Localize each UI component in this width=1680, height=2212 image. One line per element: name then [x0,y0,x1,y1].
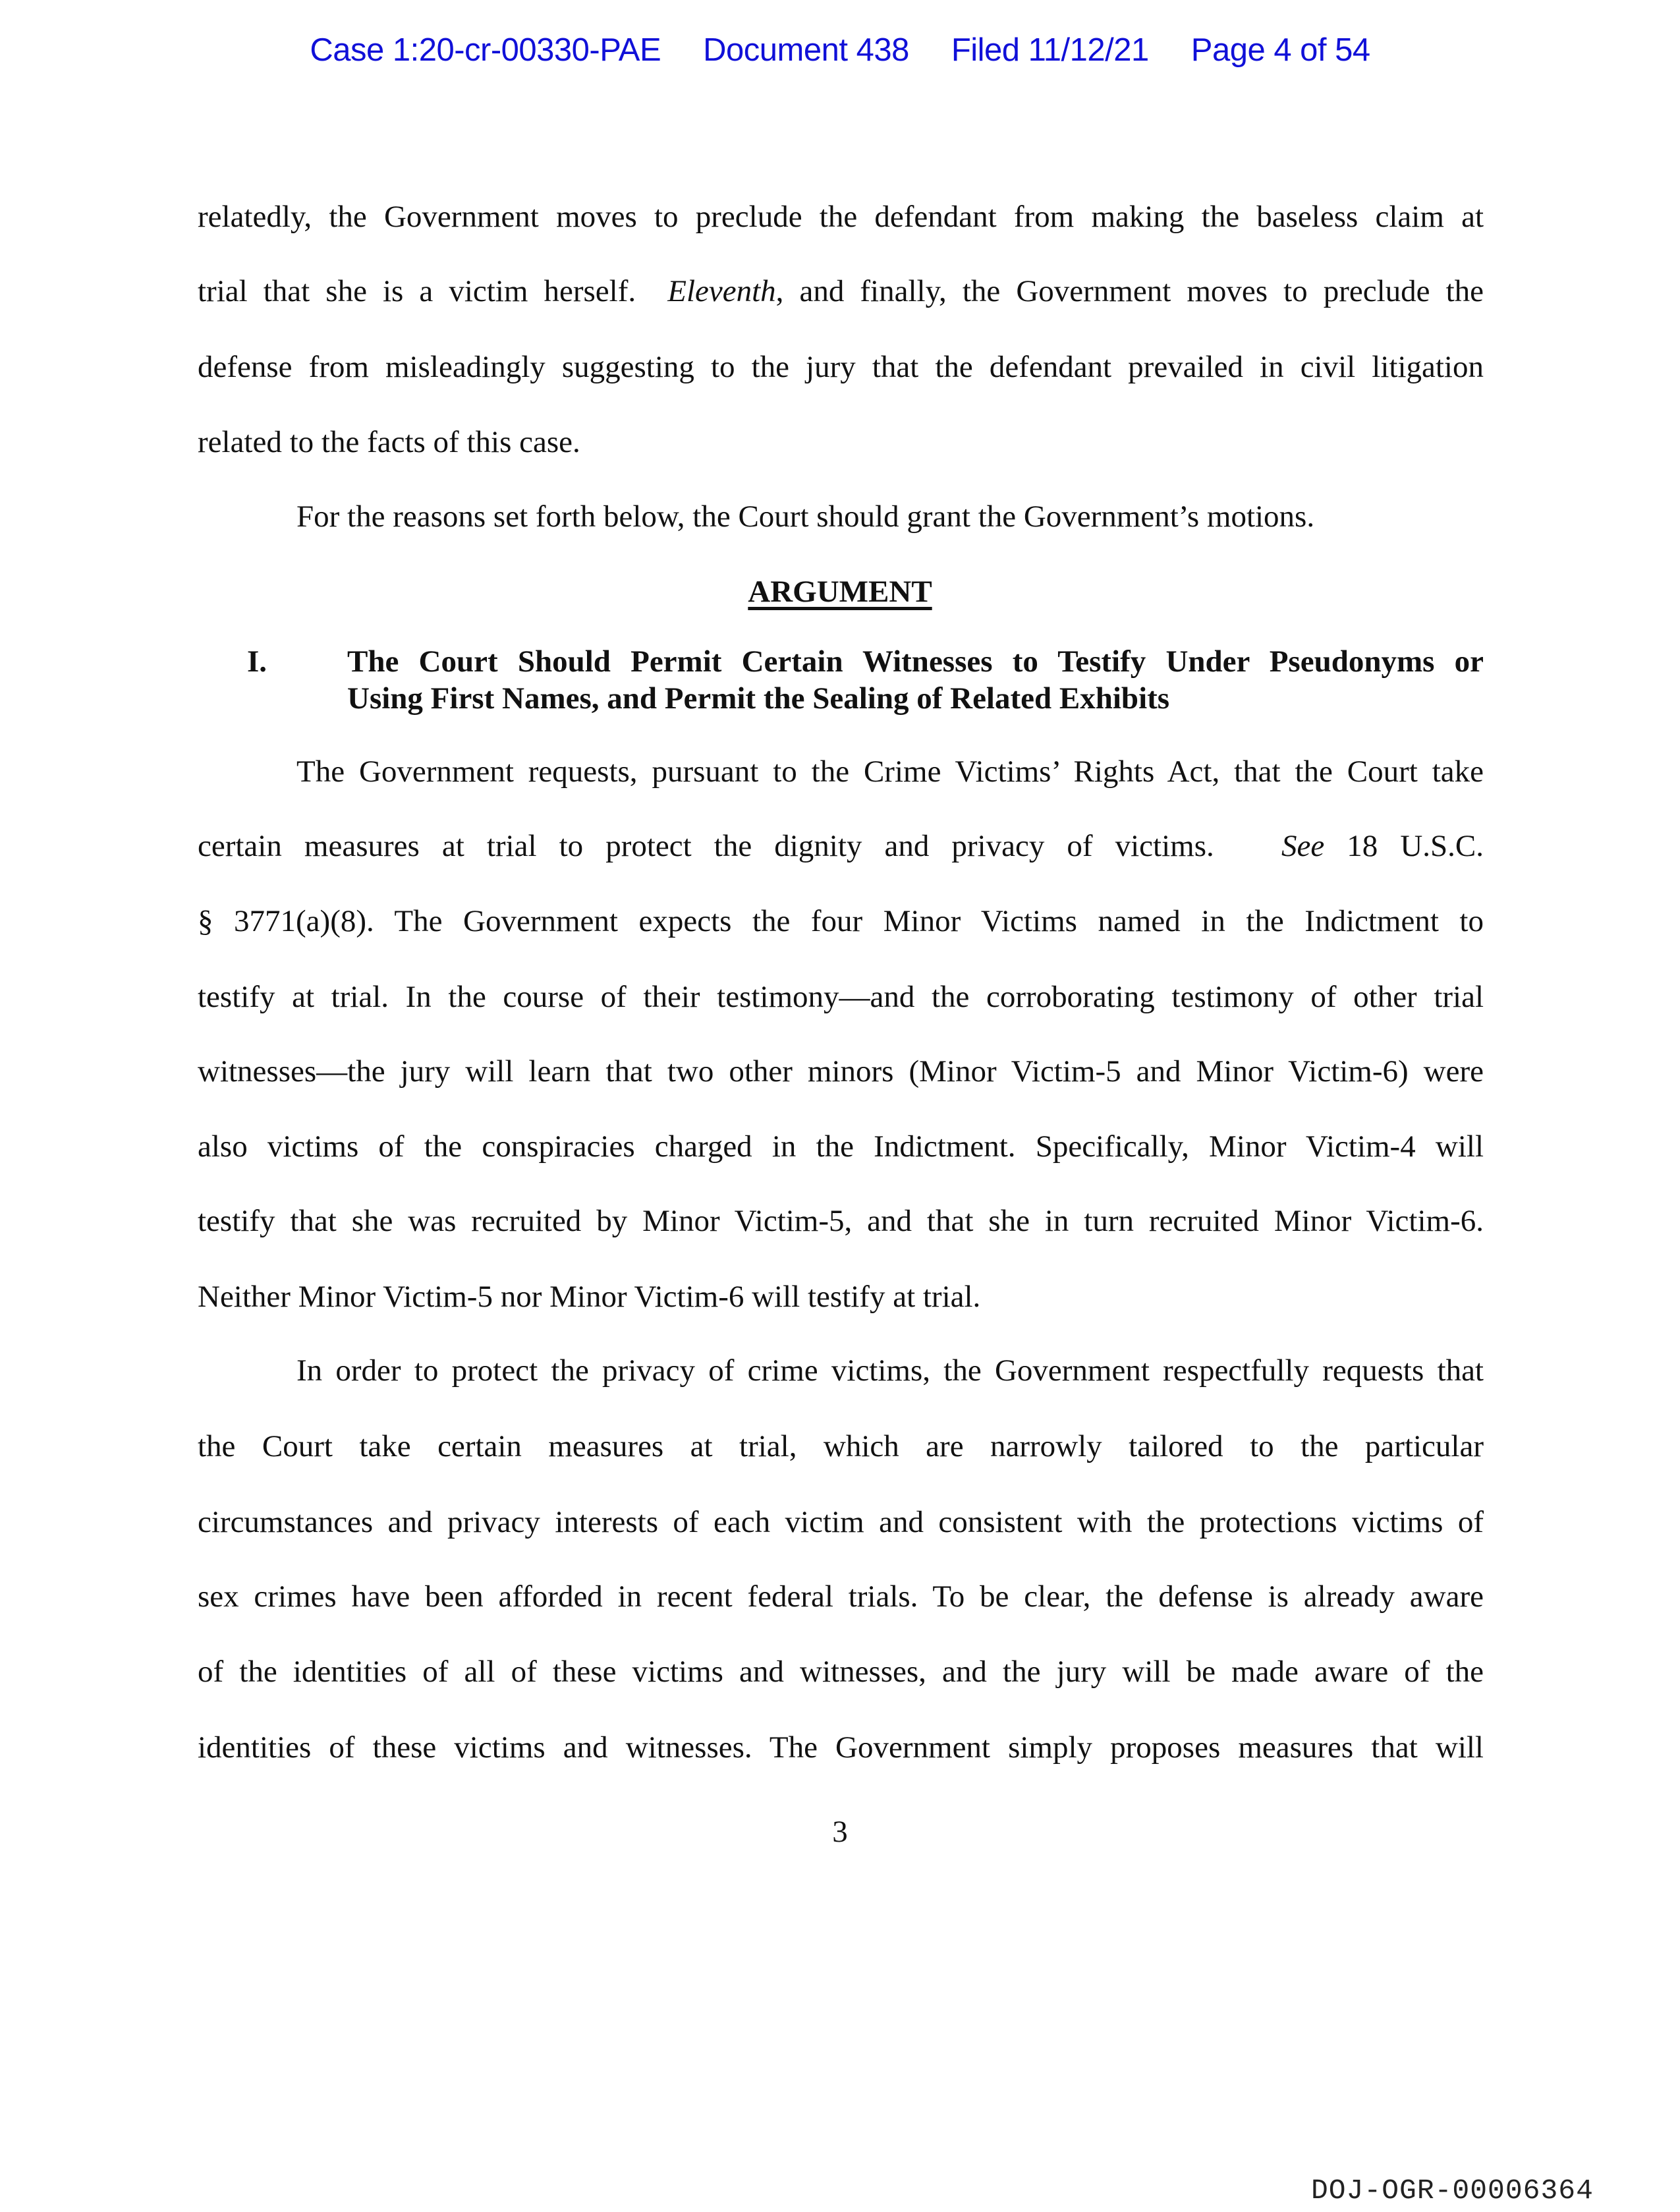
body-line: testify at trial. In the course of their testimony—and the corroborating testimony of other trial [198,980,1484,1014]
page-count: Page 4 of 54 [1190,32,1370,68]
body-line: circumstances and privacy interests of each victim and consistent with the protections victims of [198,1505,1484,1539]
body-line: witnesses—the jury will learn that two other minors (Minor Victim-5 and Minor Victim-6) were [198,1054,1484,1089]
body-line: of the identities of all of these victims and witnesses, and the jury will be made aware of the [198,1655,1484,1689]
section-title [0,571,1680,613]
body-line: the Court take certain measures at trial, which are narrowly tailored to the particular [198,1429,1484,1463]
argument-heading: ARGUMENT [748,575,932,609]
body-line: § 3771(a)(8). The Government expects the four Minor Victims named in the Indictment to [198,904,1484,938]
body-line: related to the facts of this case. [198,425,580,459]
case-number: Case 1:20-cr-00330-PAE [310,32,661,68]
filed-date: Filed 11/12/21 [951,32,1149,68]
citation-signal: See [1281,829,1325,863]
body-line: Neither Minor Victim-5 nor Minor Victim-6 will testify at trial. [198,1280,981,1314]
body-line: In order to protect the privacy of crime victims, the Government respectfully requests that [296,1353,1484,1388]
body-text: certain measures at trial to protect the dignity and privacy of victims. [198,829,1214,863]
conclusion-line: For the reasons set forth below, the Court should grant the Government’s motions. [296,499,1315,534]
page-number: 3 [832,1815,848,1849]
body-line: relatedly, the Government moves to preclude the defendant from making the baseless claim at [198,200,1484,234]
body-line: testify that she was recruited by Minor Victim-5, and that she in turn recruited Minor Victim-6. [198,1204,1484,1238]
heading-line: The Court Should Permit Certain Witnesses to Testify Under Pseudonyms or [347,644,1484,679]
ecf-filing-header [0,30,1680,70]
italic-term: Eleventh [667,274,776,308]
body-line: defense from misleadingly suggesting to the jury that the defendant prevailed in civil litigation [198,350,1484,384]
body-text: , and finally, the Government moves to preclude the [775,274,1484,308]
heading-line: Using First Names, and Permit the Sealing of Related Exhibits [347,681,1170,716]
body-text: trial that she is a victim herself. [198,274,636,308]
body-line [198,270,1484,312]
body-line [198,825,1484,867]
body-line: also victims of the conspiracies charged in the Indictment. Specifically, Minor Victim-4 will [198,1129,1484,1164]
document-number: Document 438 [703,32,909,68]
body-line: identities of these victims and witnesses. The Government simply proposes measures that will [198,1730,1484,1765]
citation-text: 18 U.S.C. [1347,829,1484,863]
body-line: sex crimes have been afforded in recent federal trials. To be clear, the defense is already aware [198,1579,1484,1614]
heading-number: I. [247,644,267,679]
bates-stamp: DOJ-OGR-00006364 [1311,2174,1594,2207]
body-line: The Government requests, pursuant to the Crime Victims’ Rights Act, that the Court take [296,754,1484,789]
